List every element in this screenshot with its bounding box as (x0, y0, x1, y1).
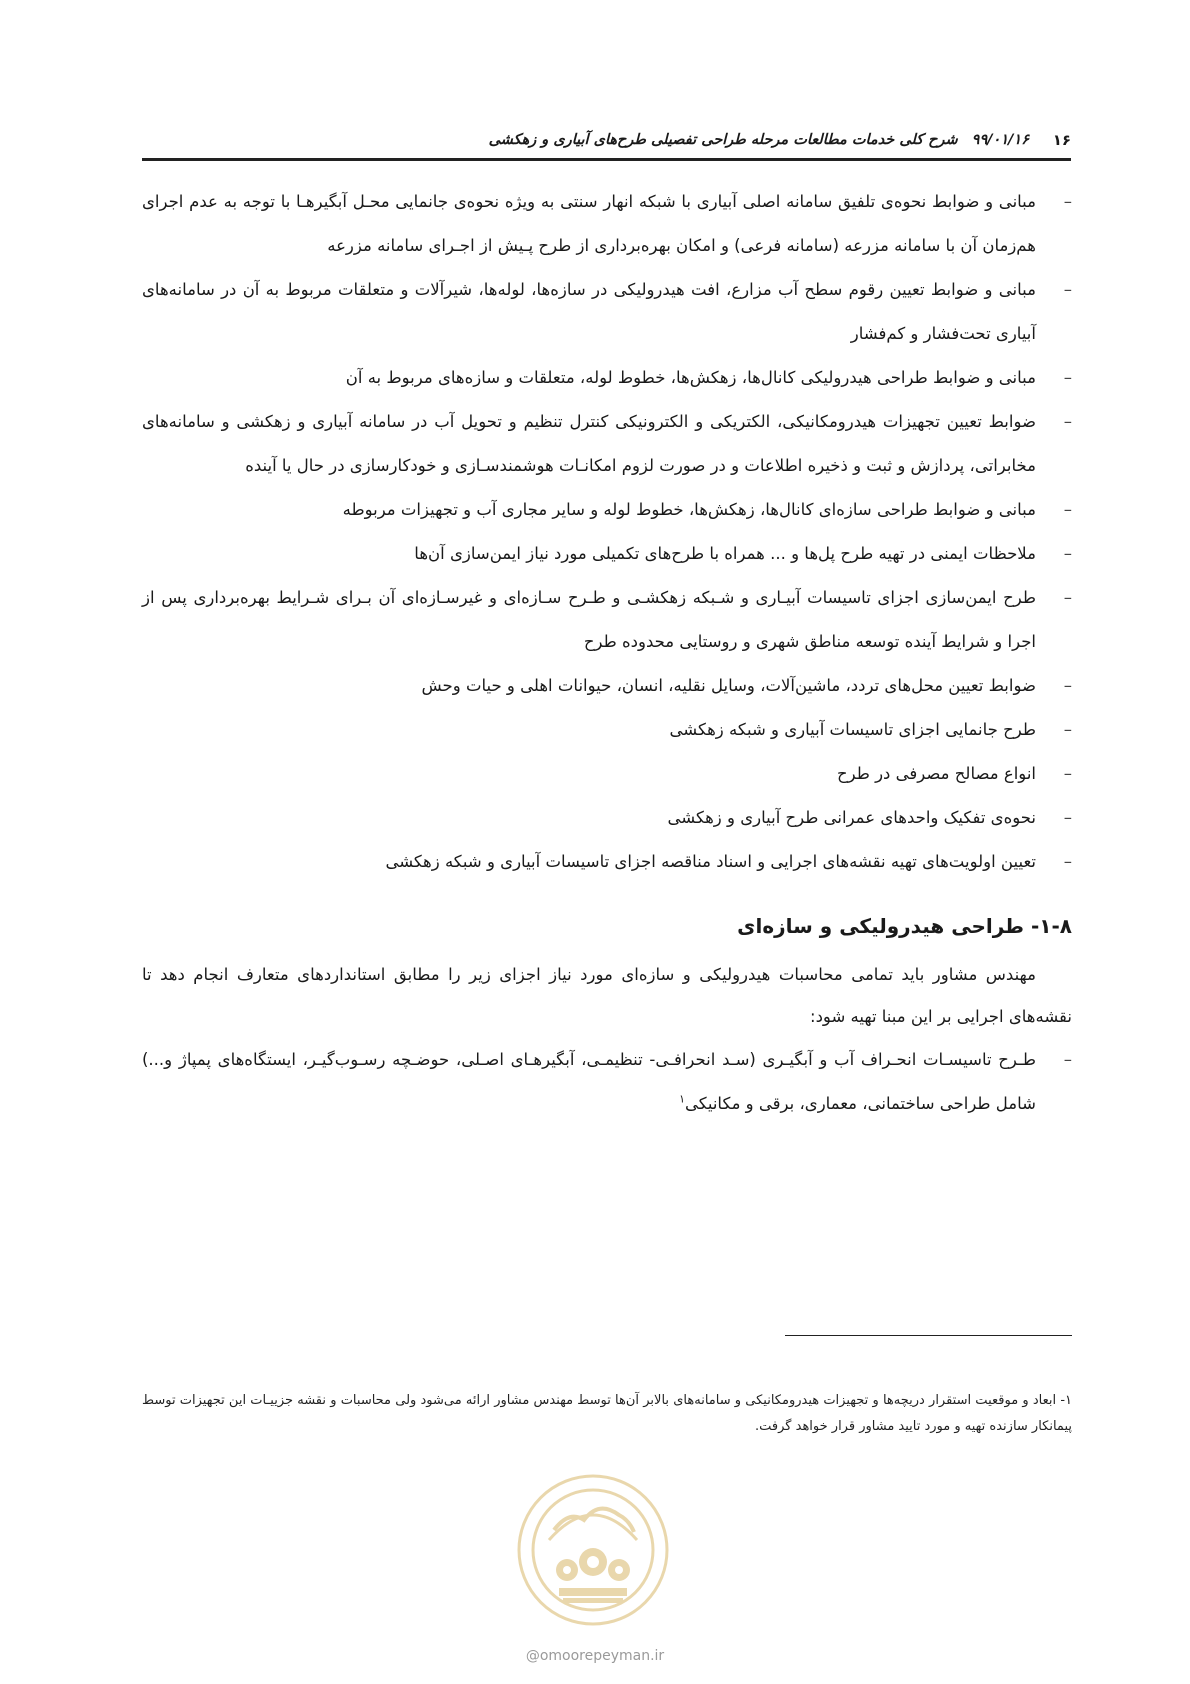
list-item: – انواع مصالح مصرفی در طرح (142, 752, 1072, 796)
list-item: – نحوه‌ی تفکیک واحدهای عمرانی طرح آبیاری و زهکشی (142, 796, 1072, 840)
list-item: – ضوابط تعیین محل‌های تردد، ماشین‌آلات، وسایل نقلیه، انسان، حیوانات اهلی و حیات وحش (142, 664, 1072, 708)
list-item: – طرح ایمن‌سازی اجزای تاسیسات آبیـاری و شـبکه زهکشـی و طـرح سـازه‌ای و غیرسـازه‌ای آن بـرای شـرایط بهره‌برداری پس از اجرا و شرایط آینده توسعه مناطق شهری و روستایی محدوده طرح (142, 576, 1072, 664)
header-date: ۹۹/۰۱/۱۶ (971, 132, 1029, 148)
bullet-dash: – (1063, 852, 1072, 871)
omoore-peyman-seal-icon (509, 1470, 677, 1630)
list-item: – تعیین اولویت‌های تهیه نقشه‌های اجرایی و اسناد مناقصه اجزای تاسیسات آبیاری و شبکه زهکشی (142, 840, 1072, 884)
bullet-dash: – (1063, 1050, 1072, 1069)
list-item: – مبانی و ضوابط طراحی هیدرولیکی کانال‌ها، زهکش‌ها، خطوط لوله، متعلقات و سازه‌های مربوط به آن (142, 356, 1072, 400)
bullet-dash: – (1063, 412, 1072, 431)
section-heading: ۱-۸- طراحی هیدرولیکی و سازه‌ای (737, 914, 1072, 938)
watermark-site: @omoorepeyman.ir (525, 1648, 665, 1664)
list-item: – مبانی و ضوابط نحوه‌ی تلفیق سامانه اصلی آبیاری با شبکه انهار سنتی به ویژه نحوه‌ی جانمایی محـل آبگیرهـا با توجه به عدم اجرای هم‌زمان آن با سامانه مزرعه (سامانه فرعی) و امکان بهره‌برداری از طرح پـیش از اجـرای سامانه مزرعه (142, 180, 1072, 268)
design-list (142, 1038, 1072, 1126)
list-item: – مبانی و ضوابط تعیین رقوم سطح آب مزارع، افت هیدرولیکی در سازه‌ها، لوله‌ها، شیرآلات و متعلقات مربوط به آن در سامانه‌های آبیاری تحت‌فشار و کم‌فشار (142, 268, 1072, 356)
bullet-dash: – (1063, 808, 1072, 827)
bullet-dash: – (1063, 544, 1072, 563)
header-title-text: شرح کلی خدمات مطالعات مرحله طراحی تفصیلی طرح‌های آبیاری و زهکشی (488, 132, 958, 148)
footnote-marker: ۱ (679, 1092, 685, 1106)
list-item: – طـرح تاسیسـات انحـراف آب و آبگیـری (سـد انحرافـی- تنظیمـی، آبگیرهـای اصـلی، حوضـچه رسـوب‌گیـر، ایستگاه‌های پمپاژ و...) شامل طراحی ساختمانی، معماری، برقی و مکانیکی$^۱$ (142, 1038, 1072, 1126)
bullet-dash: – (1063, 676, 1072, 695)
section-paragraph: مهندس مشاور باید تمامی محاسبات هیدرولیکی و سازه‌ای مورد نیاز اجزای زیر را مطابق استانداردهای متعارف انجام دهد تا نقشه‌های اجرایی بر این مبنا تهیه شود: (142, 965, 1072, 1026)
page-number: ۱۶ (1052, 131, 1071, 149)
footnote-divider (785, 1335, 1072, 1336)
bullet-dash: – (1063, 764, 1072, 783)
main-content (142, 180, 1072, 1126)
list-item: – ضوابط تعیین تجهیزات هیدرومکانیکی، الکتریکی و الکترونیکی کنترل تنظیم و تحویل آب در سامانه آبیاری و زهکشی و سامانه‌های مخابراتی، پردازش و ثبت و ذخیره اطلاعات و در صورت لزوم امکانـات هوشمندسـازی و خودکارسازی در حال یا آینده (142, 400, 1072, 488)
bullet-dash: – (1063, 588, 1072, 607)
list-item: – مبانی و ضوابط طراحی سازه‌ای کانال‌ها، زهکش‌ها، خطوط لوله و سایر مجاری آب و تجهیزات مربوطه (142, 488, 1072, 532)
page-header (142, 128, 1071, 161)
bullet-dash: – (1063, 192, 1072, 211)
bullet-dash: – (1063, 500, 1072, 519)
list-item: – ملاحظات ایمنی در تهیه طرح پل‌ها و ... همراه با طرح‌های تکمیلی مورد نیاز ایمن‌سازی آن‌ها (142, 532, 1072, 576)
footnote: ۱- ابعاد و موقعیت استقرار دریچه‌ها و تجهیزات هیدرومکانیکی و سامانه‌های بالابر آن‌ها توسط مهندس مشاور ارائه می‌شود ولی محاسبات و نقشه جزییـات این تجهیزات توسط پیمانکار سازنده تهیه و مورد تایید مشاور قرار خواهد گرفت. (142, 1393, 1072, 1434)
bullet-dash: – (1063, 368, 1072, 387)
bullet-dash: – (1063, 720, 1072, 739)
header-title (489, 132, 1029, 148)
list-item: – طرح جانمایی اجزای تاسیسات آبیاری و شبکه زهکشی (142, 708, 1072, 752)
bullet-dash: – (1063, 280, 1072, 299)
requirements-list (142, 180, 1072, 884)
